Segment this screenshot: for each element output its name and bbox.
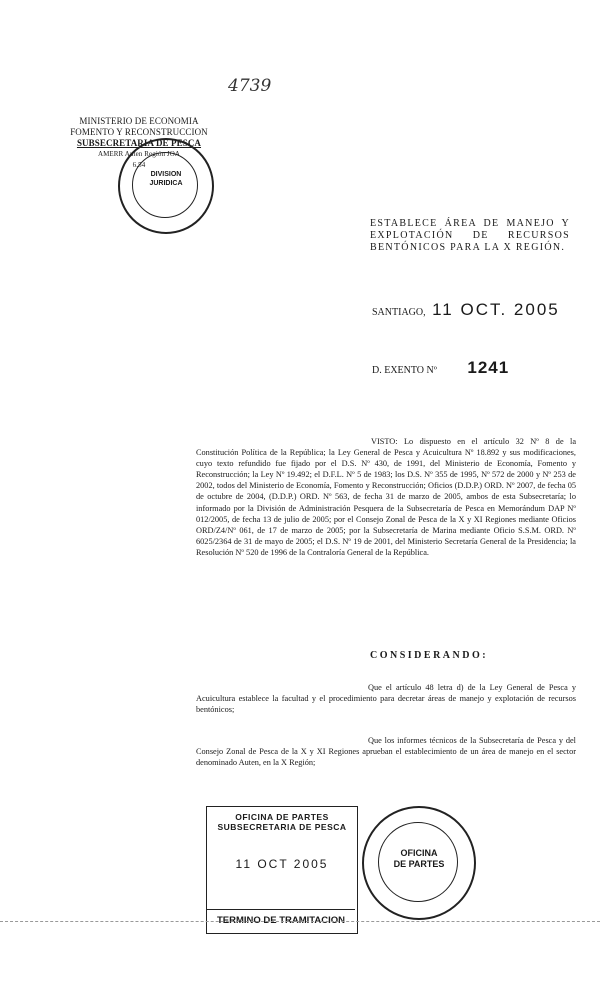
round-stamp-line-1: OFICINA xyxy=(400,848,438,858)
office-stamp-title-line-2: SUBSECRETARIA DE PESCA xyxy=(217,822,347,832)
handwritten-note: 4739 xyxy=(228,76,272,96)
office-stamp-title-line-1: OFICINA DE PARTES xyxy=(235,812,329,822)
decree-subject: ESTABLECE ÁREA DE MANEJO Y EXPLOTACIÓN DE RECURSOS BENTÓNICOS PARA LA X REGIÓN. xyxy=(370,218,570,253)
office-stamp-footer: TERMINO DE TRAMITACION xyxy=(207,909,355,932)
office-stamp-title xyxy=(213,812,351,832)
office-stamp xyxy=(206,806,358,934)
date-stamp: 11 OCT. 2005 xyxy=(432,300,560,319)
seal-text-line-1: DIVISION xyxy=(150,171,182,178)
considerando-heading: CONSIDERANDO: xyxy=(370,650,489,661)
file-code: 6.54 xyxy=(132,161,146,169)
file-reference: AMERR Auten Región JOA xyxy=(97,150,181,158)
seal-text-line-2: JURIDICA xyxy=(149,180,183,187)
decree-number: 1241 xyxy=(467,358,510,377)
scan-edge-line xyxy=(0,921,600,922)
round-stamp-line-2: DE PARTES xyxy=(393,859,445,869)
round-stamp-text xyxy=(364,848,474,870)
considerando-paragraph-2: Que los informes técnicos de la Subsecretaría de Pesca y del Consejo Zonal de Pesca de la X y XI Regiones aprueban el establecimiento de un área de manejo en el sector denominado Auten, en la X Región; xyxy=(196,736,576,768)
subsecretaria-name: SUBSECRETARIA DE PESCA xyxy=(76,138,202,148)
office-stamp-date: 11 OCT 2005 xyxy=(235,857,329,871)
place-label: SANTIAGO, xyxy=(372,307,426,318)
seal-text xyxy=(120,170,212,188)
ministry-subtitle: FOMENTO Y RECONSTRUCCION xyxy=(70,127,208,137)
round-office-stamp xyxy=(362,806,476,920)
visto-paragraph: VISTO: Lo dispuesto en el artículo 32 Nº 8 de la Constitución Política de la República; la Ley General de Pesca y Acuicultura Nº 18.892 y sus modificaciones, cuyo texto refundido fue fijado por el D.S. Nº 430, de 1991, del Ministerio de Economía, Fomento y Reconstrucción; la Ley Nº 19.492; el D.F.L. Nº 5 de 1983; los D.S. Nº 355 de 1995, Nº 572 de 2000 y Nº 253 de 2002, todos del Ministerio de Economía, Fomento y Reconstrucción; Oficios (D.D.P.) ORD. Nº 2007, de fecha 05 de octubre de 2004, (D.D.P.) ORD. Nº 563, de fecha 31 de marzo de 2005, ambos de esta Subsecretaría; lo informado por la División de Administración Pesquera de la Subsecretaría de Pesca en Memorándum DAP Nº 012/2005, de fecha 13 de julio de 2005; por el Consejo Zonal de Pesca de la X y XI Regiones mediante Oficios ORD/Z4/Nº 061, de 17 de marzo de 2005; por la Subsecretaría de Marina mediante Oficio S.S.M. ORD. Nº 6025/2364 de 31 de mayo de 2005; el D.S. Nº 19 de 2001, del Ministerio Secretaría General de la Presidencia; la Resolución Nº 520 de 1996 de la Contraloría General de la República. xyxy=(196,437,576,557)
date-line xyxy=(372,300,560,320)
division-juridica-seal xyxy=(118,138,214,234)
decree-label: D. EXENTO Nº xyxy=(372,365,437,376)
ministry-name: MINISTERIO DE ECONOMIA xyxy=(79,116,199,126)
decree-number-line xyxy=(372,358,509,378)
considerando-paragraph-1: Que el artículo 48 letra d) de la Ley General de Pesca y Acuicultura establece la facultad y el procedimiento para decretar áreas de manejo y explotación de recursos bentónicos; xyxy=(196,683,576,715)
